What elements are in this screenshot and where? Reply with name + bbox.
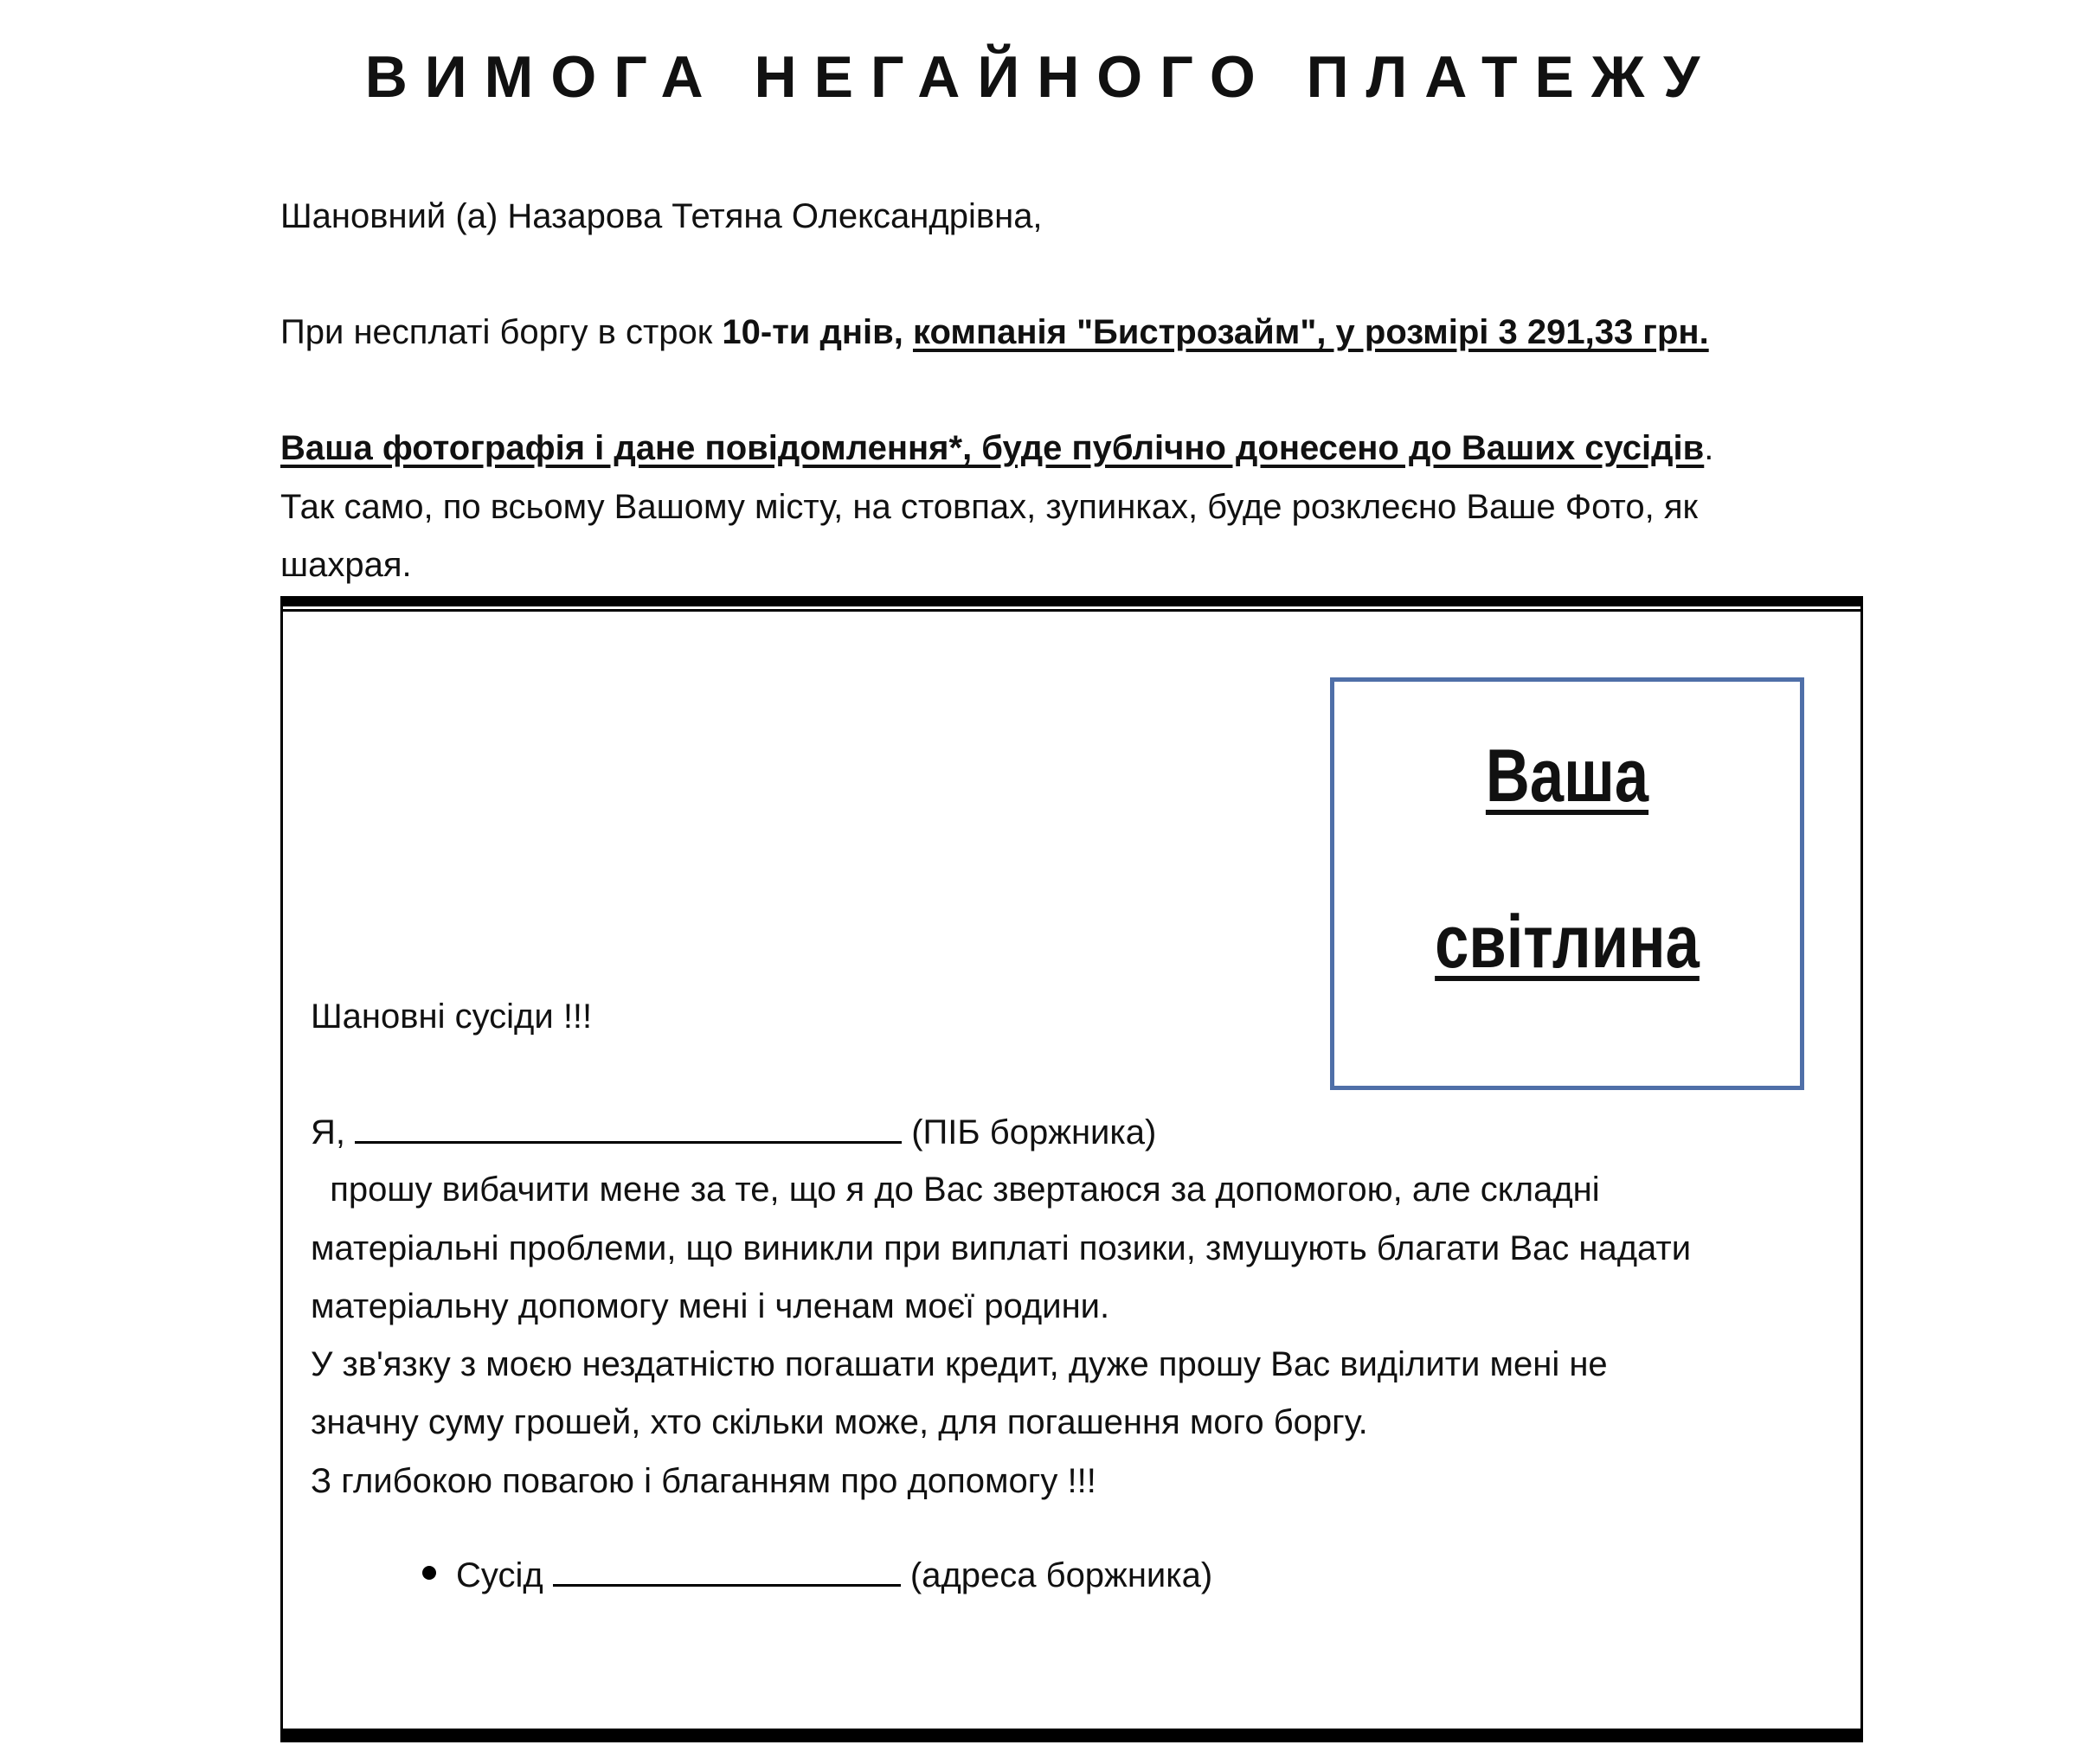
notice-body-line: матеріальну допомогу мені і членам моєї родини. xyxy=(311,1287,1110,1325)
notice-bottom-border xyxy=(280,1729,1863,1742)
page-title: ВИМОГА НЕГАЙНОГО ПЛАТЕЖУ xyxy=(364,44,1718,110)
signature-hint: (адреса боржника) xyxy=(900,1556,1213,1594)
notice-top-border xyxy=(280,596,1863,606)
payment-terms xyxy=(280,303,1709,362)
notice-body-line: З глибокою повагою і благанням про допомогу !!! xyxy=(311,1462,1096,1500)
notice-top-border-thin xyxy=(280,609,1863,612)
name-hint: (ПІБ боржника) xyxy=(902,1113,1157,1151)
warning-line-1 xyxy=(280,419,1713,478)
notice-body-line: У зв'язку з моєю нездатністю погашати кредит, дуже прошу Вас виділити мені не xyxy=(311,1345,1608,1383)
name-prefix: Я, xyxy=(311,1113,356,1151)
warning-period: . xyxy=(1704,429,1714,467)
payment-prefix: При несплаті боргу в строк xyxy=(280,313,723,351)
signature-line xyxy=(456,1546,1212,1605)
payment-term: 10-ти днів, xyxy=(722,313,913,351)
photo-label-line-1: Ваша xyxy=(1485,734,1649,818)
photo-placeholder xyxy=(1330,677,1804,1090)
address-blank xyxy=(553,1553,901,1587)
payment-company-amount: компанія "Бистрозайм", у розмірі 3 291,33 грн. xyxy=(912,313,1709,351)
notice-body-line: матеріальні проблеми, що виникли при виплаті позики, змушують благати Вас надати xyxy=(311,1229,1692,1267)
debtor-name-blank xyxy=(355,1110,902,1144)
photo-label-line-2: світлина xyxy=(1435,901,1700,984)
warning-underlined: Ваша фотографія і дане повідомлення*, буде публічно донесено до Ваших сусідів xyxy=(280,429,1705,467)
warning-line-2: Так само, по всьому Вашому місту, на стовпах, зупинках, буде розклеєно Ваше Фото, як xyxy=(280,488,1699,526)
notice-body-line: прошу вибачити мене за те, що я до Вас звертаюся за допомогою, але складні xyxy=(311,1171,1600,1209)
debtor-name-line xyxy=(311,1103,1156,1162)
greeting: Шановний (а) Назарова Тетяна Олександрівна, xyxy=(280,197,1043,235)
warning-line-3: шахрая. xyxy=(280,546,412,584)
notice-salutation: Шановні сусіди !!! xyxy=(311,997,593,1036)
signature-prefix: Сусід xyxy=(456,1556,553,1594)
notice-body-line: значну суму грошей, хто скільки може, для погашення мого боргу. xyxy=(311,1403,1368,1441)
bullet-icon xyxy=(422,1566,436,1580)
